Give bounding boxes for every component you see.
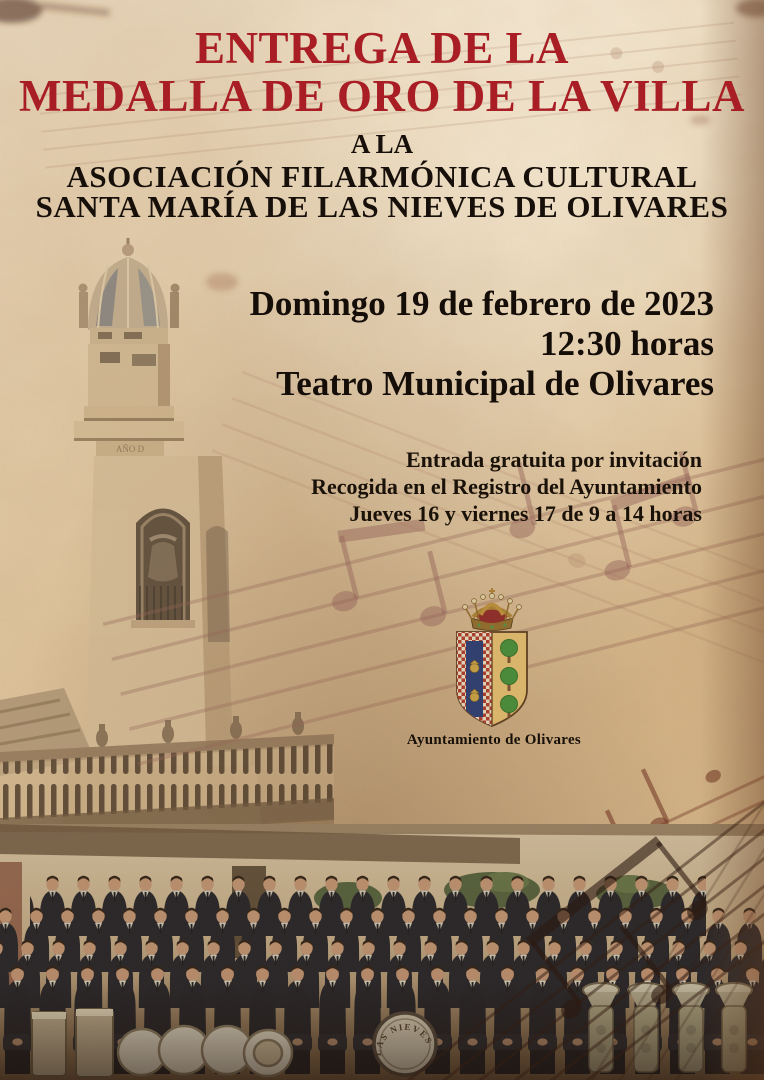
organizer-name: Ayuntamiento de Olivares [406,732,582,748]
crown-icon [463,588,522,631]
tower-inscription: AÑO D [115,444,145,454]
event-venue: Teatro Municipal de Olivares [276,364,714,403]
recipient-block [0,126,764,222]
tickets-line-3: Jueves 16 y viernes 17 de 9 a 14 horas [349,501,702,526]
event-date: Domingo 19 de febrero de 2023 [249,284,714,323]
event-time: 12:30 horas [539,324,714,363]
coat-of-arms [451,584,533,730]
poster-title [0,24,764,120]
title-line-2: MEDALLA DE ORO DE LA VILLA [18,71,746,121]
tickets-line-2: Recogida en el Registro del Ayuntamiento [311,474,702,499]
tickets-line-1: Entrada gratuita por invitación [405,447,702,472]
title-line-1: ENTREGA DE LA [194,23,570,73]
shield-icon [457,632,527,728]
event-details-block [250,284,714,404]
recipient-line-2: SANTA MARÍA DE LAS NIEVES DE OLIVARES [35,189,729,224]
olive-tree-icon [501,640,518,720]
tickets-block [311,446,702,527]
recipient-line-1: ASOCIACIÓN FILARMÓNICA CULTURAL [66,159,698,194]
recipient-intro: A LA [350,129,414,159]
